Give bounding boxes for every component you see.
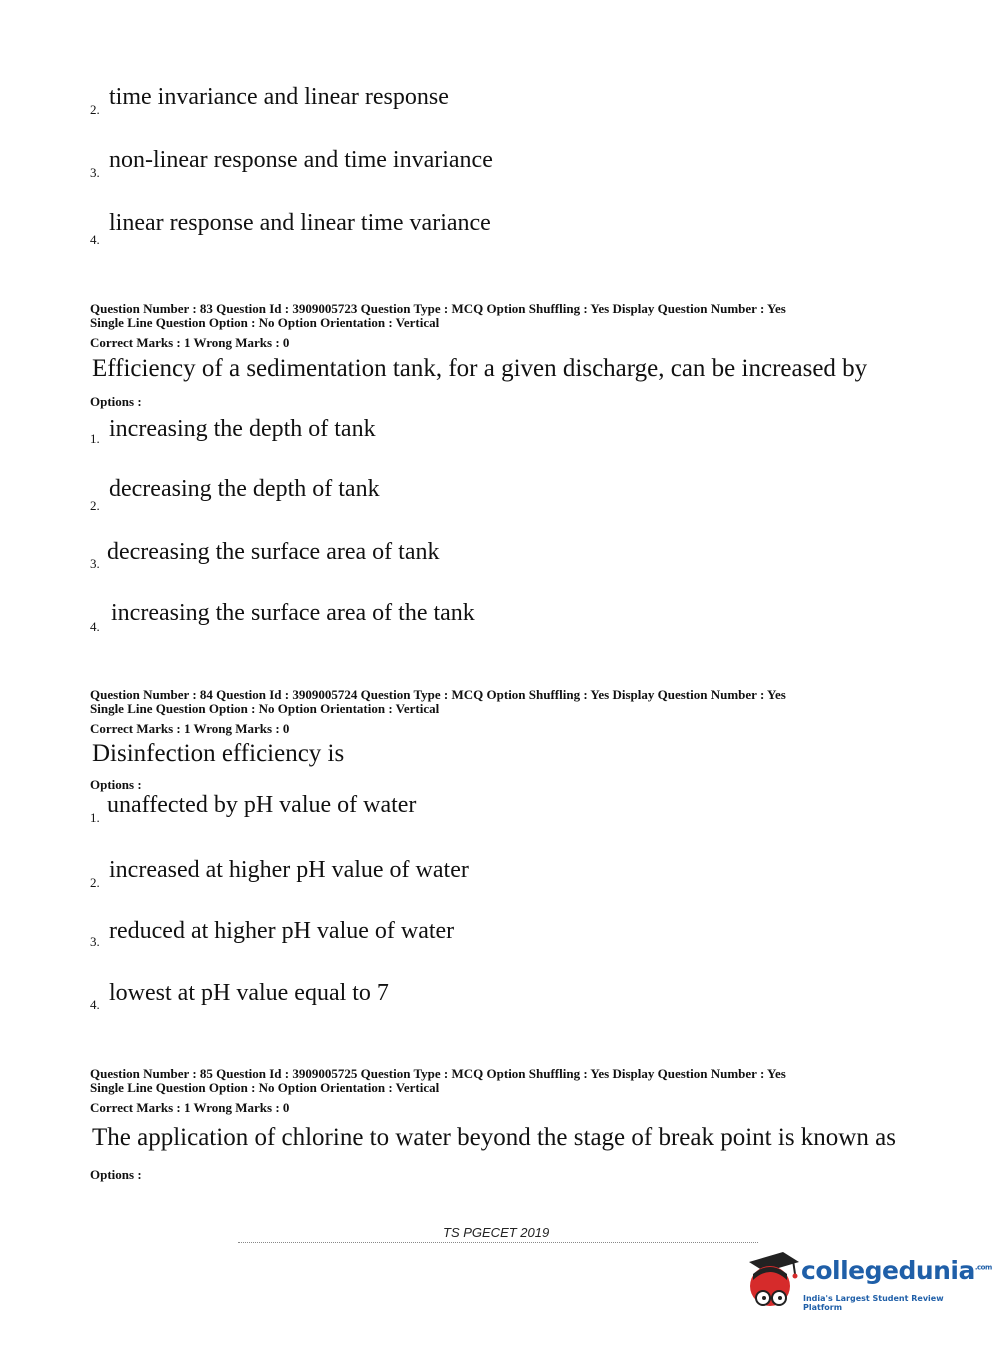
option-number: 3. [90,165,100,180]
question-84-marks: Correct Marks : 1 Wrong Marks : 0 [90,721,290,736]
option-text: increasing the depth of tank [109,416,376,442]
meta-line-1: Question Number : 84 Question Id : 3909005724 Question Type : MCQ Option Shuffling : Yes Display Question Number : Yes [90,687,786,702]
option-number: 2. [90,102,100,117]
logo-suffix: .com [974,1263,992,1272]
question-83-text: Efficiency of a sedimentation tank, for a given discharge, can be increased by [92,355,868,382]
question-83-option-2 [90,476,910,516]
option-number: 2. [90,875,100,890]
option-text: increasing the surface area of the tank [111,600,475,626]
option-text: linear response and linear time variance [109,210,491,236]
question-84-option-2 [90,857,910,897]
meta-line-2: Single Line Question Option : No Option Orientation : Vertical [90,1080,440,1095]
option-text: time invariance and linear response [109,84,449,110]
question-85-marks: Correct Marks : 1 Wrong Marks : 0 [90,1100,290,1115]
question-83-option-1 [90,416,910,456]
question-83-option-3 [90,539,910,579]
question-84-text: Disinfection efficiency is [92,740,345,767]
option-number: 4. [90,997,100,1012]
option-number: 4. [90,232,100,247]
question-84-meta [90,688,786,716]
question-84-option-4 [90,980,910,1020]
mascot-icon [743,1250,803,1316]
question-85-text: The application of chlorine to water beyond the stage of break point is known as [92,1124,896,1151]
question-83-option-4 [90,600,910,640]
question-83-options-label: Options : [90,394,142,409]
question-83-marks: Correct Marks : 1 Wrong Marks : 0 [90,335,290,350]
question-85-options-label: Options : [90,1167,142,1182]
footer-divider [238,1242,758,1243]
option-text: lowest at pH value equal to 7 [109,980,389,1006]
question-84-option-3 [90,918,910,958]
question-84-options-label: Options : [90,777,142,792]
prev-option-3 [90,147,910,187]
option-number: 4. [90,619,100,634]
meta-line-2: Single Line Question Option : No Option Orientation : Vertical [90,315,440,330]
prev-option-2 [90,84,910,124]
prev-option-4 [90,210,910,250]
option-text: reduced at higher pH value of water [109,918,455,944]
footer-exam-name: TS PGECET 2019 [443,1225,550,1240]
logo-wordmark [801,1256,992,1285]
option-text: unaffected by pH value of water [107,792,417,818]
collegedunia-logo [743,1250,992,1316]
meta-line-2: Single Line Question Option : No Option Orientation : Vertical [90,701,440,716]
option-text: increased at higher pH value of water [109,857,469,883]
question-85-meta [90,1067,786,1095]
logo-brand-text: collegedunia [801,1256,975,1285]
option-text: decreasing the depth of tank [109,476,380,502]
question-83-meta [90,302,786,330]
option-number: 3. [90,556,100,571]
option-text: decreasing the surface area of tank [107,539,440,565]
option-number: 1. [90,431,100,446]
question-84-option-1 [90,792,910,832]
option-number: 3. [90,934,100,949]
option-text: non-linear response and time invariance [109,147,493,173]
option-number: 1. [90,810,100,825]
meta-line-1: Question Number : 83 Question Id : 3909005723 Question Type : MCQ Option Shuffling : Yes Display Question Number : Yes [90,301,786,316]
meta-line-1: Question Number : 85 Question Id : 3909005725 Question Type : MCQ Option Shuffling : Yes Display Question Number : Yes [90,1066,786,1081]
option-number: 2. [90,498,100,513]
logo-tagline: India's Largest Student Review Platform [803,1294,944,1312]
tassel [793,1274,798,1279]
